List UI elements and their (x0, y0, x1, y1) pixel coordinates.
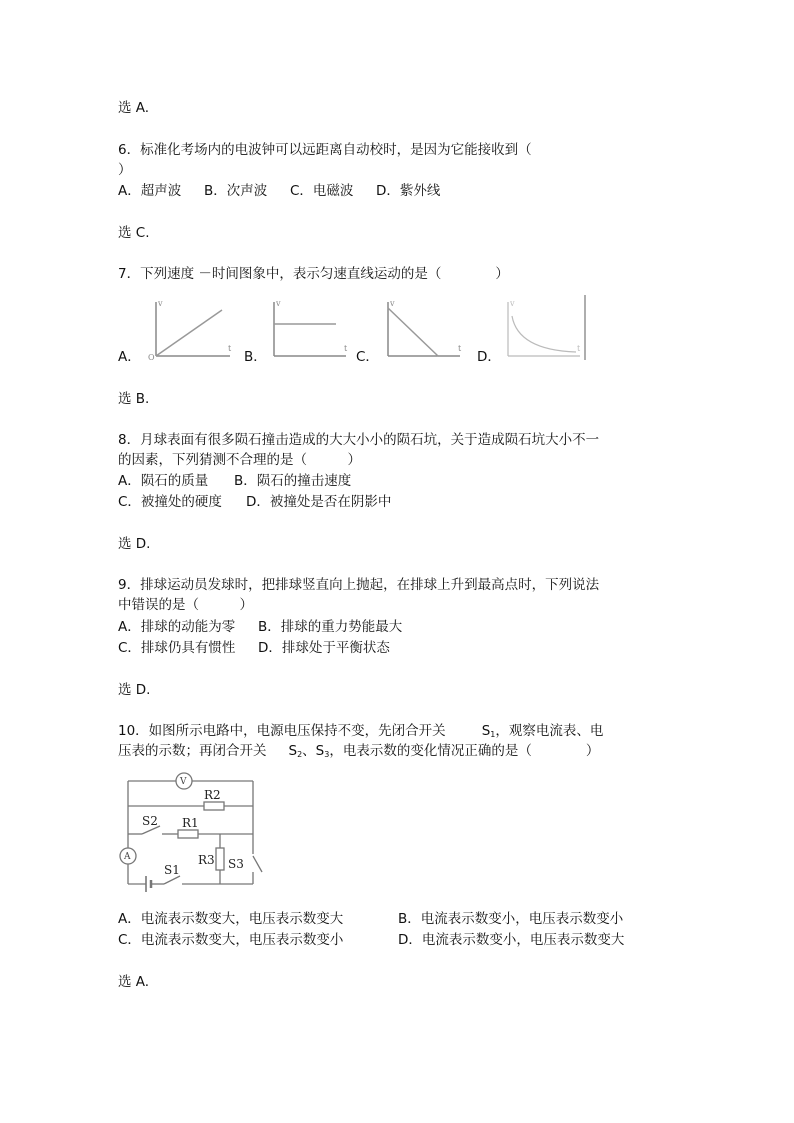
q10-switch-s3: $S_3$ (315, 743, 330, 759)
s2-label: S2 (142, 814, 158, 828)
graph-a-t-label: t (228, 344, 232, 353)
q7-graph-c (376, 296, 466, 362)
graph-a-line-increasing (156, 310, 222, 356)
q10-switch-s2: $S_2$ (288, 743, 303, 759)
graph-c-v-label: v (390, 299, 395, 308)
ammeter-label: A (124, 852, 131, 862)
r3-label: R3 (198, 853, 215, 867)
q7-label-d: D． (477, 349, 501, 365)
q10-options-row2 (118, 930, 624, 950)
q10-stem1-text: 10．如图所示电路中，电源电压保持不变，先闭合开关 (118, 723, 446, 739)
q6-option-a: A．超声波 (118, 183, 182, 199)
voltmeter-label: V (180, 777, 187, 787)
graph-a-v-label: v (158, 299, 163, 308)
q6-options (118, 181, 440, 201)
q10-option-a: A．电流表示数变大，电压表示数变大 (118, 911, 344, 927)
q10-switch-s1: $S_1$ (481, 723, 496, 739)
switch-s3-icon (253, 856, 262, 872)
q10-circuit-diagram (116, 768, 266, 898)
r2-resistor-icon (204, 802, 224, 810)
q7-stem: 7．下列速度 －时间图象中，表示匀速直线运动的是（ ） (118, 266, 509, 282)
q8-option-c: C．被撞处的硬度 (118, 494, 222, 510)
q6-option-b: B．次声波 (204, 183, 268, 199)
r2-label: R2 (204, 788, 221, 802)
r1-resistor-icon (178, 830, 198, 838)
q7-graph-b (262, 296, 352, 362)
answer-q7: 选 B. (118, 391, 150, 407)
q9-option-a: A．排球的动能为零 (118, 619, 236, 635)
q7-graph-d (496, 294, 588, 362)
q8-option-a: A．陨石的质量 (118, 473, 209, 489)
q7-graph-a (144, 296, 234, 362)
q6-option-d: D．紫外线 (376, 183, 441, 199)
graph-c-line-decreasing (388, 308, 438, 356)
q8-options-row2 (118, 492, 391, 512)
q10-option-c: C．电流表示数变大，电压表示数变小 (118, 932, 344, 948)
answer-q10: 选 A. (118, 974, 150, 990)
r1-label: R1 (182, 816, 199, 830)
q8-option-b: B．陨石的撞击速度 (234, 473, 352, 489)
graph-c-t-label: t (458, 344, 462, 353)
q10-stem2-tail: ，电表示数的变化情况正确的是（ ） (329, 743, 600, 759)
q8-option-d: D．被撞处是否在阴影中 (246, 494, 392, 510)
q9-stem-line1: 9．排球运动员发球时，把排球竖直向上抛起，在排球上升到最高点时，下列说法 (118, 577, 600, 593)
q9-options-row2 (118, 638, 390, 658)
r3-resistor-icon (216, 848, 224, 870)
s1-label: S1 (164, 863, 180, 877)
graph-d-curve (512, 316, 576, 352)
q7-label-a: A． (118, 349, 141, 365)
q10-options-row1 (118, 909, 623, 929)
q6-stem-line2: ） (118, 162, 132, 178)
q7-label-c: C． (356, 349, 379, 365)
s3-label: S3 (228, 857, 244, 871)
q6-option-c: C．电磁波 (290, 183, 354, 199)
q9-stem-line2: 中错误的是（ ） (118, 597, 253, 613)
q8-stem-line2: 的因素，下列猜测不合理的是（ ） (118, 452, 361, 468)
q9-option-b: B．排球的重力势能最大 (258, 619, 403, 635)
q10-stem2-text: 压表的示数；再闭合开关 (118, 743, 267, 759)
answer-q6: 选 C. (118, 225, 150, 241)
graph-d-t-label: t (577, 344, 581, 353)
q7-label-b: B． (244, 349, 267, 365)
q8-stem-line1: 8．月球表面有很多陨石撞击造成的大大小小的陨石坑，关于造成陨石坑大小不一 (118, 432, 600, 448)
q9-options-row1 (118, 617, 402, 637)
answer-q5: 选 A. (118, 100, 150, 116)
switch-s1-icon (164, 876, 180, 884)
q9-option-d: D．排球处于平衡状态 (258, 640, 390, 656)
graph-b-v-label: v (276, 299, 281, 308)
q10-option-d: D．电流表示数变小，电压表示数变大 (398, 932, 625, 948)
q8-options-row1 (118, 471, 351, 491)
graph-d-v-label: v (510, 299, 515, 308)
q10-stem-line2: 压表的示数；再闭合开关 $S_2$、$S_3$，电表示数的变化情况正确的是（ ） (118, 743, 600, 759)
graph-a-origin: O (148, 353, 155, 362)
graph-b-t-label: t (344, 344, 348, 353)
q9-option-c: C．排球仍具有惯性 (118, 640, 236, 656)
answer-q9: 选 D. (118, 682, 151, 698)
q10-option-b: B．电流表示数变小，电压表示数变小 (398, 911, 624, 927)
q10-stem1-tail: ，观察电流表、电 (495, 723, 604, 739)
answer-q8: 选 D. (118, 536, 151, 552)
q6-stem-line1: 6．标准化考场内的电波钟可以远距离自动校时，是因为它能接收到（ (118, 142, 532, 158)
